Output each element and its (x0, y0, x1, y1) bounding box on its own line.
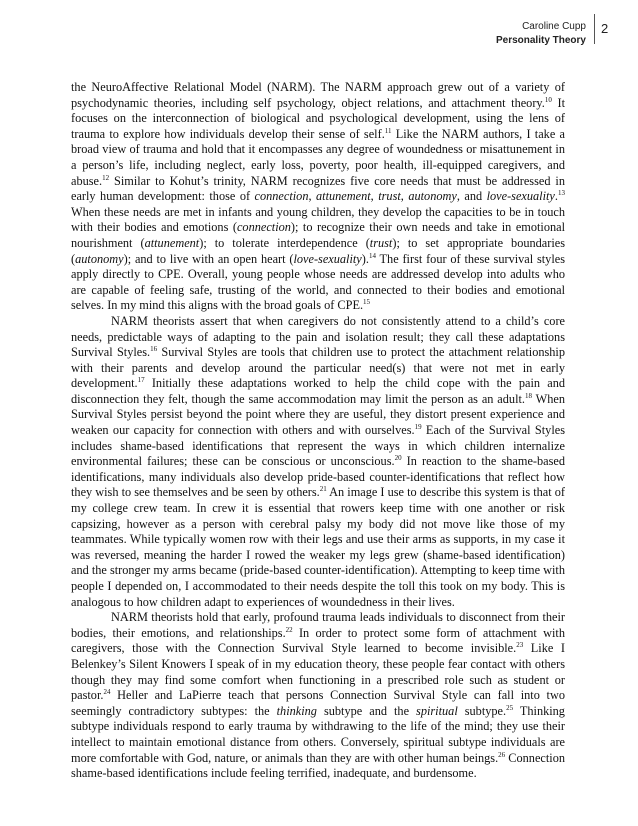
footnote-ref: 19 (414, 422, 422, 431)
page-number: 2 (594, 14, 608, 44)
italic-term: love-sexuality (293, 251, 362, 266)
footnote-ref: 22 (285, 625, 293, 634)
footnote-ref: 15 (363, 298, 371, 307)
text-run: Similar to Kohut’s trinity, NARM recognizes five core needs that must be addressed in early human development: those of (71, 173, 565, 204)
italic-term: attunement (316, 189, 371, 204)
italic-term: autonomy (408, 189, 457, 204)
footnote-ref: 10 (544, 95, 552, 104)
footnote-ref: 12 (102, 173, 110, 182)
running-header (496, 20, 586, 48)
text-run: the NeuroAffective Relational Model (NARM). The NARM approach grew out of a variety of psychodynamic theories, including self psychology, object relations, and attachment theory. (71, 80, 565, 110)
text-run: Thinking subtype individuals respond to early trauma by withdrawing to the life of the mind; they use their intellect to maintain emotional distance from others. Conversely, spiritual subtype individuals are more comfortable with God, nature, or animals than they are with other human beings. (71, 703, 565, 765)
footnote-ref: 14 (368, 251, 376, 260)
italic-term: trust (369, 235, 393, 250)
italic-term: spiritual (416, 703, 458, 718)
footnote-ref: 17 (137, 376, 145, 385)
text-run: Survival Styles are tools that children use to protect the attachment relationship with their parents and develop around the particular need(s) that were not met in early development. (71, 345, 565, 391)
footnote-ref: 13 (557, 189, 565, 198)
text-run: Like I Belenkey’s Silent Knowers I speak of in my education theory, these people fear contact with others though they may find some comfort when functioning in a prescribed role such as student or pastor. (71, 641, 565, 703)
text-run: NARM theorists hold that early, profound trauma leads individuals to disconnect from their bodies, their emotions, and relationships. (71, 610, 565, 640)
text-run: Initially these adaptations worked to help the child cope with the pain and disconnection they felt, though the same accommodation may limit the person as an adult. (71, 376, 565, 406)
italic-term: autonomy (75, 251, 124, 266)
header-author: Caroline Cupp (522, 21, 586, 32)
text-run: subtype. (457, 703, 507, 718)
footnote-ref: 11 (384, 126, 392, 135)
footnote-ref: 23 (516, 641, 524, 650)
text-run: When Survival Styles persist beyond the point where they are useful, they distort present experience and weaken our capacity for connection with others and with ourselves. (71, 391, 565, 438)
text-run: An image I use to describe this system is that of my college crew team. In crew it is essential that rowers keep time with one another or risk capsizing, however as a person with cerebral palsy my body did not move like those of my teammates. While typically women row with their legs and use their arms as supports, in my case it was reversed, meaning the harder I rowed the weaker my legs grew (shame-based identification) and the stronger my arms became (pride-based counter-identification). Attempting to keep time with people I depended on, I accommodated to their needs despite the toll this took on my body. This is analogous to how children adapt to experiences of woundedness in their lives. (71, 485, 565, 609)
text-run: The first four of these survival styles apply directly to CPE. Overall, young people whose needs are addressed develop into adults who are capable of feeling safe, trusting of the world, and connected to their bodies and emotional selves. In my mind this aligns with the broad goals of CPE. (71, 251, 565, 313)
text-run: ); and to live with an open heart ( (123, 251, 294, 266)
footnote-ref: 26 (498, 750, 506, 759)
italic-term: thinking (276, 703, 317, 718)
text-run: NARM theorists assert that when caregivers do not consistently attend to a child’s core needs, predictable ways of adapting to the pain and isolation result; they call these adaptations Survival Styles. (71, 313, 565, 360)
text-run: , and (456, 189, 487, 204)
body-text (71, 80, 565, 818)
footnote-ref: 21 (319, 485, 327, 494)
text-run: When these needs are met in infants and young children, they develop the capacities to be in touch with their bodies and emotions ( (71, 204, 565, 235)
text-run: , (370, 189, 379, 204)
footnote-ref: 16 (150, 345, 158, 353)
paragraph (71, 80, 565, 314)
text-run: Like the NARM authors, I take a broad view of trauma and hold that it encompasses any degree of woundedness or misattunement in a person’s life, including neglect, early loss, poverty, poor health, ill-equipped caregivers, and abuse. (71, 126, 565, 188)
footnote-ref: 24 (103, 688, 111, 697)
italic-term: attunement (144, 235, 200, 250)
text-run: Connection shame-based identifications include feeling terrified, inadequate, and burdensome. (71, 750, 565, 781)
text-run: ); to tolerate interdependence ( (199, 235, 370, 250)
text-run: ). (361, 251, 369, 266)
text-run: . (554, 189, 558, 204)
italic-term: connection (254, 189, 309, 204)
paragraph (71, 610, 565, 782)
text-run: ); to recognize their own needs and take in emotional nourishment ( (71, 220, 565, 250)
footnote-ref: 20 (394, 454, 402, 463)
footnote-ref: 25 (506, 703, 514, 712)
text-run: It focuses on the interconnection of biological and psychological development, using the lens of trauma to explore how individuals develop their sense of self. (71, 95, 565, 141)
text-run: Heller and LaPierre teach that persons Connection Survival Style can fall into two seemingly contradictory subtypes: the (71, 688, 565, 718)
header-title: Personality Theory (495, 35, 586, 46)
italic-term: trust (378, 189, 401, 204)
text-run: ); to set appropriate boundaries ( (71, 235, 565, 266)
text-run: In reaction to the shame-based identifications, many individuals also develop pride-based counter-identifications that reflect how they wish to see themselves and be seen by others. (71, 454, 565, 500)
text-run: , (400, 189, 409, 204)
text-run: , (308, 189, 317, 204)
text-run: subtype and the (316, 703, 417, 718)
italic-term: connection (236, 220, 291, 235)
italic-term: love-sexuality (486, 189, 555, 204)
footnote-ref: 18 (524, 391, 532, 400)
text-run: Each of the Survival Styles includes shame-based identifications that represent the ways in which children internalize environmental failures; these can be conscious or unconscious. (71, 423, 565, 469)
text-run: In order to protect some form of attachment with caregivers, those with the Connection Survival Style learned to become invisible. (71, 625, 565, 656)
paragraph (71, 314, 565, 610)
